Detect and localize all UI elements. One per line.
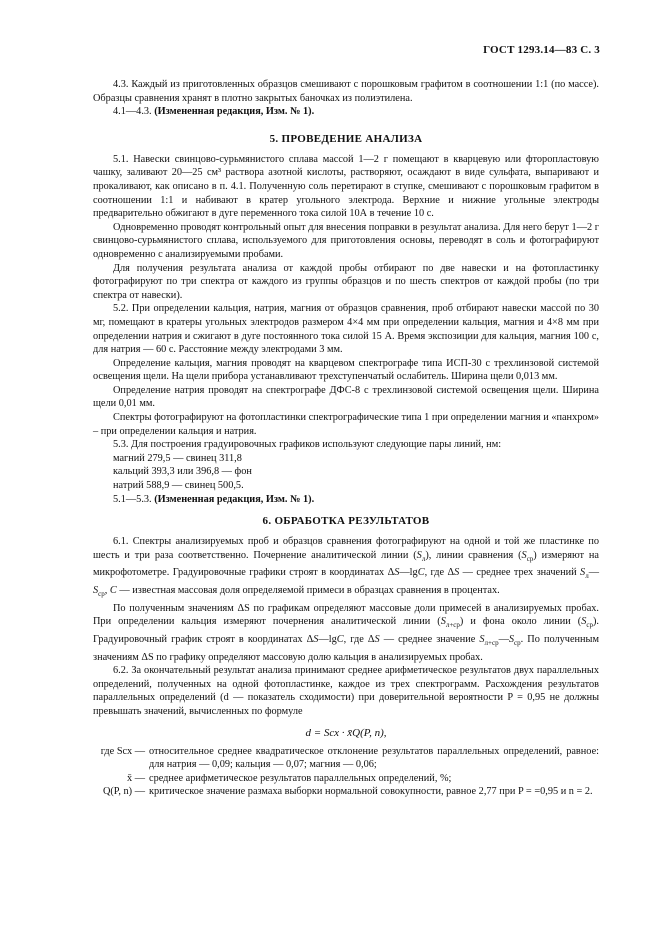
section-6-title: 6. ОБРАБОТКА РЕЗУЛЬТАТОВ bbox=[262, 515, 430, 528]
where-desc: критическое значение размаха выборки нормальной совокупности, равное 2,77 при P = =0,95 и n = 2. bbox=[149, 786, 593, 798]
where-term: где Sсх — bbox=[100, 745, 145, 757]
paragraph-5-1-control: Одновременно проводят контрольный опыт для внесения поправки в результат анализа. Для него берут 1—2 г свинцово-сурьмянистого сплава, используемого для приготовления основы, переводят в соль и фотографируют одновременно с анализируемыми пробами. bbox=[93, 221, 599, 260]
paragraph-5-2-plates: Спектры фотографируют на фотопластинки спектрографические типа 1 при определении магния и «панхром» – при определении кальция и натрия. bbox=[93, 412, 599, 437]
page-header: ГОСТ 1293.14—83 С. 3 bbox=[483, 44, 600, 56]
amendment-note-4: 4.1—4.3. (Измененная редакция, Изм. № 1). bbox=[113, 106, 315, 118]
paragraph-5-1: 5.1. Навески свинцово-сурьмянистого сплава массой 1—2 г помещают в кварцевую или фторопластовую чашку, заливают 20—25 см³ раствора азотной кислоты, растворяют, осаждают в виде сульфата, выпаривают и прокаливают, как описано в п. 4.1. Полученную соль перетирают в ступке, смешивают с порошковым графитом в соотношении 1:1 и набивают в кратер угольного электрода. Верхние и нижние угольные электроды предварительно обжигают в дуге переменного тока силой 10А в течение 10 с. bbox=[93, 153, 599, 220]
line-pair-magnesium: магний 279,5 — свинец 311,8 bbox=[113, 452, 242, 464]
paragraph-5-3: 5.3. Для построения градуировочных графиков используют следующие пары линий, нм: bbox=[113, 439, 502, 451]
line-pair-sodium: натрий 588,9 — свинец 500,5. bbox=[113, 480, 244, 492]
amendment-note-5: 5.1—5.3. (Измененная редакция, Изм. № 1). bbox=[113, 493, 315, 505]
formula-d: d = Sсх · x̄Q(P, n), bbox=[305, 726, 387, 739]
paragraph-4-3: 4.3. Каждый из приготовленных образцов смешивают с порошковым графитом в соотношении 1:1 (по массе). Образцы сравнения хранят в плотно закрытых баночках из полиэтилена. bbox=[93, 79, 599, 104]
paragraph-6-1: 6.1. Спектры анализируемых проб и образцов сравнения фотографируют на одной и той же пластинке по шесть и три раза соответственно. Почернение аналитической линии $(S_л)$, линии сравнения $(S_{ср})$ измеряют на микрофотометре. Градуировочные графики строят в координатах ΔS—lgC, где ΔS — среднее трех значений $S_л—S_{ср}$, C — известная массовая доля определяемой примеси в образцах сравнения в процентах. bbox=[93, 536, 600, 599]
where-term: x̄ — bbox=[126, 772, 145, 784]
paragraph-5-1-samples: Для получения результата анализа от каждой пробы отбирают по две навески и на фотопластинку фотографируют по три спектра от каждого из группы образцов и по шесть спектров от каждой пробы (по три спектра от навески). bbox=[93, 262, 599, 301]
where-term: Q(P, n) — bbox=[102, 786, 145, 798]
where-desc: среднее арифметическое результатов параллельных определений, %; bbox=[149, 772, 452, 784]
where-list bbox=[93, 745, 599, 799]
paragraph-5-2: 5.2. При определении кальция, натрия, магния от образцов сравнения, проб отбирают навески массой по 30 мг, помещают в кратеры угольных электродов размером 4×4 мм при определении кальция, магния и 4×8 мм при определении натрия и сжигают в дуге постоянного тока силой 15 А. Время экспозиции для кальция, магния 100 с, для натрия — 60 с. Расстояние между электродами 3 мм. bbox=[93, 303, 599, 356]
section-5-title: 5. ПРОВЕДЕНИЕ АНАЛИЗА bbox=[269, 132, 423, 145]
paragraph-6-1-calcium: По полученным значениям ΔS по графикам определяют массовые доли примесей в анализируемых пробах. При определении кальция измеряют почернения аналитической линии $(S_{л+ср})$ и фона около линии $(S_{ср})$. Градуировочный график строят в координатах ΔS—lgC, где ΔS — среднее значение $S_{л+ср}—S_{ср}$. По полученным значениям ΔS по графику определяют массовую долю кальция в анализируемых пробах. bbox=[93, 602, 599, 663]
document-body bbox=[93, 44, 599, 799]
paragraph-5-2-sodium: Определение натрия проводят на спектрографе ДФС-8 с трехлинзовой системой освещения щели. Ширина щели 0,01 мм. bbox=[93, 384, 599, 410]
where-desc: относительное среднее квадратическое отклонение результатов параллельных определений, равное: для натрия — 0,09; кальция — 0,07; магния — 0,06; bbox=[149, 745, 599, 771]
line-pair-calcium: кальций 393,3 или 396,8 — фон bbox=[113, 466, 252, 478]
paragraph-6-2: 6.2. За окончательный результат анализа принимают среднее арифметическое результатов двух параллельных определений, полученных на одной фотопластинке, каждое из трех спектрограмм. Расхождения результатов параллельных определений (d — показатель сходимости) при доверительной вероятности P = 0,95 не должны превышать значений, вычисленных по формуле bbox=[93, 665, 599, 717]
paragraph-5-2-calcium: Определение кальция, магния проводят на кварцевом спектрографе типа ИСП-30 с трехлинзовой системой освещения щели. На щели прибора устанавливают трехступенчатый ослабитель. Ширина щели 0,013 мм. bbox=[93, 357, 599, 383]
